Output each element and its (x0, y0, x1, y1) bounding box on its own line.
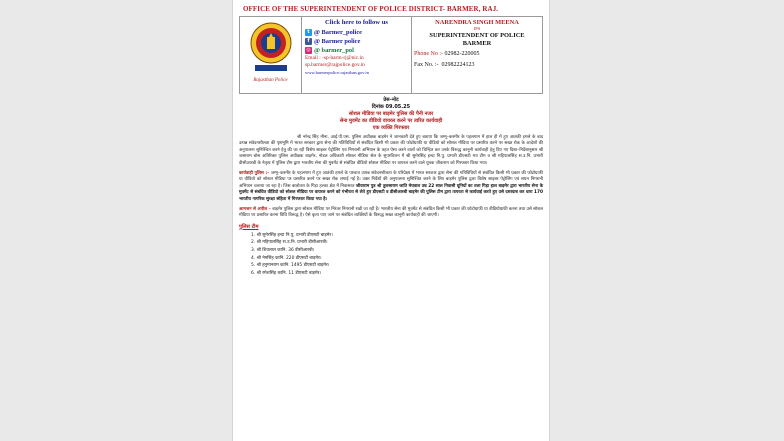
paragraph-action (239, 171, 543, 203)
twitter-handle: @ Barmer_police (314, 29, 363, 36)
headline-1: सोशल मीडिया पर बाड़मेर पुलिस की पैनी नजर (348, 111, 434, 117)
letterhead (239, 16, 543, 94)
sp-district: BARMER (462, 40, 492, 47)
action-accused-details: जीवाराम पुत्र श्री तुलसाराम जाति मेघवाल उम्र 22 साल निवासी घूनियों का तला गिड़ा हाल बाड़मेर द्वारा भारतीय सेना के मुवमेंट से संबंधित वीडियो को सोशल मीडिया पर वायरल करने को गंभीरता से लेते हुए डीएसटी व डीसीआरबी बाड़मेर की पुलिस टीम द्वारा तत्परता से कार्यवाई करते हुए उसे दस्तयाब कर धारा 170 भारतीय नागरिक सुरक्षा संहिता में गिरफ्तार किया गया है। (239, 183, 544, 202)
facebook-link[interactable] (305, 37, 408, 46)
press-note-label: प्रेस–नोट (383, 97, 399, 103)
police-team-list (239, 232, 543, 278)
list-item: 4. श्री नेमसिंह कानि. 220 डीएसटी बाड़मेर। (251, 255, 322, 261)
instagram-icon: ◎ (306, 47, 311, 53)
appeal-label: आमजन से अपील – (239, 207, 271, 213)
website-link[interactable]: www.barmerpolice.rajasthan.gov.in (305, 70, 369, 75)
facebook-icon: f (305, 38, 312, 45)
list-item: 5. श्री हनुमानराम कानि. 1495 डीएसटी बाड़मेर। (251, 263, 330, 269)
press-note-document (232, 0, 550, 441)
email-secondary[interactable]: sp.barmer@rajpolice.gov.in (305, 62, 365, 68)
sp-designation: SUPERINTENDENT OF POLICE (429, 32, 525, 39)
social-links-panel (302, 17, 412, 93)
press-note-heading (239, 97, 543, 132)
press-note-date: दिनांक 09.05.25 (371, 104, 411, 110)
sp-name: NARENDRA SINGH MEENA (435, 19, 519, 26)
list-item: 3. श्री शिवलाल कानि. 36 डीसीआरबी। (251, 248, 315, 254)
sp-service: IPS (473, 26, 481, 31)
rajasthan-police-emblem-icon (249, 19, 293, 75)
phone-line (414, 50, 540, 59)
follow-us-link[interactable]: Click here to follow us (325, 19, 388, 26)
appeal-text: बाड़मेर पुलिस द्वारा सोशल मीडिया पर निरंतर निगरानी रखी जा रही है। भारतीय सेना की मुवमेंट से संबंधित किसी भी प्रकार की फोटोग्राफी या वीडियोग्राफी करना तथा उसे सोशल मीडिया पर प्रसारित करना विधि विरूद्ध है। ऐसे कृत्य पाए जाने पर संबंधित व्यक्तियों के विरूद्ध सख्त कानूनी कार्यवाही की जाएगी। (239, 207, 544, 219)
headline-3: एक व्यक्ति गिरफ्तार (372, 125, 410, 131)
phone-label: Phone No :- (414, 51, 445, 57)
press-note-body (239, 135, 543, 220)
list-item: 6. श्री रमेशसिंह कानि. 11 डीएसटी बाड़मेर। (251, 270, 322, 276)
logo-caption: Rajasthan Police (253, 78, 288, 83)
police-team-title: पुलिस टीम (239, 223, 259, 230)
instagram-link[interactable] (305, 46, 408, 55)
phone-number: 02982-220005 (444, 51, 480, 57)
action-label: कार्यवाही पुलिस :– (239, 171, 270, 177)
action-text: जम्मू–कश्मीर के पहलगाम में हुए आतंकी हमले के पश्चात उत्पन्न संवेदनशीलता के परिप्रेक्ष्य में भारत सरकार द्वारा सेना की गतिविधियों से संबंधित किसी भी प्रकार की फोटोग्राफी या वीडियो को सोशल मीडिया पर प्रसारित करने पर सख्त रोक लगाई गई है। उक्त निर्देशों की अनुपालना सुनिश्चित करने के लिए बाड़मेर पुलिस द्वारा विशेष साइबर पेट्रोलिंग एवं सघन निगरानी अभियान चलाया जा रहा है। जिस बालोतरा के गिड़ा हल्का क्षेत्र में निवासरत (239, 171, 544, 189)
office-heading: OFFICE OF THE SUPERINTENDENT OF POLICE DISTRICT- BARMER, RAJ. (243, 5, 499, 13)
fax-line (414, 61, 540, 70)
paragraph-appeal (239, 207, 543, 220)
facebook-handle: @ Barmer police (314, 38, 361, 45)
twitter-icon: t (305, 29, 312, 36)
list-item: 1. श्री सुमेरसिंह इन्दा नि.पु. प्रभारी डीएसटी बाड़मेर। (251, 232, 333, 238)
sp-contact-panel (412, 17, 542, 93)
twitter-link[interactable] (305, 28, 408, 37)
list-item: 2. श्री महिपालसिंह स.उ.नि. प्रभारी डीसीआरबी। (251, 240, 328, 246)
instagram-handle: @ barmer_pol (314, 47, 354, 54)
email-primary[interactable]: Email : -sp-barm-rj@nic.in (305, 55, 364, 61)
paragraph-intro: श्री नरेन्द्र सिंह मीना, आई.पी.एस. पुलिस अधीक्षक बाड़मेर ने जानकारी देते हुए बताया कि जम्मू–कश्मीर के पहलगाम में हाल ही में हुए आतंकी हमले के बाद उत्पन्न संवेदनशीलता की पृष्ठभूमि में भारत सरकार द्वारा सेना की गतिविधियों से संबंधित किसी भी प्रकार की फोटोग्राफी या वीडियो को सोशल मीडिया पर प्रसारित करने पर सख्त रोक के आदेशों की अनुपालना सुनिश्चित करने हेतु की जा रही विशेष साइबर पेट्रोलिंग एवं निगरानी अभियान के तहत ऐसा करने वालों को चिन्हित कर उनके विरूद्ध कानूनी कार्यवाही हेतु दिए गए दिशा–निर्देशानुसार श्री जसाराम बोस अतिरिक्त पुलिस अधीक्षक बाड़मेर, नोडल अधिकारी सोशल मीडिया सेल के सुपरविजन में श्री सुमेरसिंह इन्दा नि.पु. प्रभारी डीएसटी मय टीम व श्री महिपालसिंह स.उ.नि. प्रभारी डीसीआरबी के नेतृत्व में पुलिस टीम द्वारा भारतीय सेना की मुवमेंट से संबंधित वीडियो सोशल मीडिया पर वायरल करने वाले युवक जीवाराम को गिरफ्तार किया गया। (239, 135, 543, 166)
logo-panel (240, 17, 302, 93)
fax-label: Fax No. :- (414, 62, 439, 68)
fax-number: 02982224123 (441, 62, 475, 68)
headline-2: सेना मुवमेंट का वीडियो वायरल करने पर त्वरित कार्यवाही (339, 118, 443, 124)
